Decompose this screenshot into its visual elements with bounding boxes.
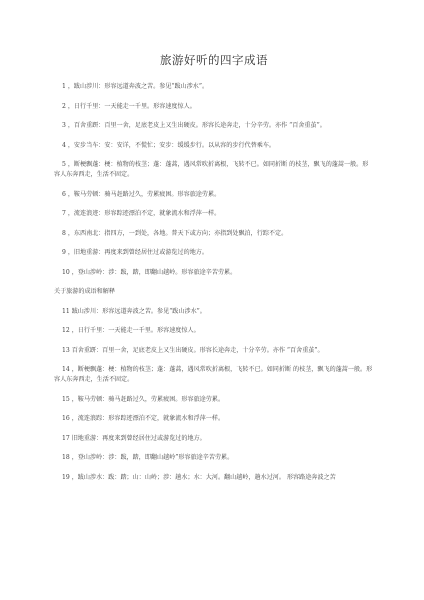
list-item: 16 ，流连浪踪：形容踪迹漂泊不定，就象流水和浮萍一样。 (62, 415, 225, 423)
list-item: 1 ，跋山涉川：形容远道奔波之苦。参见“跋山涉水”。 (62, 83, 209, 90)
page-title: 旅游好听的四字成语 (160, 53, 268, 67)
list-item: 9 ，旧地重游：再度来到曾经居住过或游览过的地方。 (62, 249, 208, 257)
list-item: 11 跋山涉川：形容远道奔波之苦。参见“跋山涉水”。 (62, 307, 206, 315)
list-item: 18 ，登山涉岭：涉：跋，踏，即翻山越岭”形容旅途辛苦劳累。 (62, 454, 234, 462)
list-item: 4 ，安步当车：安：安详，不慌忙；安步：缓缓步行。以从容的步行代替乘车。 (62, 141, 276, 149)
list-item: 14 ，断梗飘蓬：梗：植物的枝茎；蓬：蓬蒿，遇风常吹折离根，飞转不已。如同折断 的枝茎，飘飞的蓬蒿一般。形容人东奔西走，生活不固定。 (54, 366, 373, 384)
list-item: 17 旧地重游：再度来到曾经居住过或游览过的地方。 (62, 434, 206, 442)
list-item: 2 ，日行千里：一天能走一千里。形容速度惊人。 (62, 102, 196, 110)
list-item: 19 ，跋山涉水：跋：踏；山：山岭；涉：趟水；水：大河。翻山越岭，趟水过河。 形容路途奔波之苦 (62, 473, 336, 481)
list-item: 3 ，百舍重趼：百里一舍，足底老皮上又生出硬皮。形容长途奔走，十分辛劳。亦作 “百舍重茧”。 (62, 122, 326, 129)
list-item: 6 ，鞍马劳顿：骑马赶路过久，劳累疲困。形容旅途劳累。 (62, 190, 221, 198)
list-item: 8 ，东西南北：指四方，一到处，各地。普天下或方向；亦指到处飘泊，行踪不定。 (62, 229, 288, 237)
list-item: 15 ，鞍马劳顿：骑马赶路过久，劳累疲困。形容旅途劳累。 (62, 395, 225, 403)
list-item: 13 百舍重趼：百里一舍，足底老皮上又生出硬皮。形容长途奔走，十分辛劳。亦作 “百舍重茧”。 (62, 346, 324, 354)
list-item: 12 ，日行千里：一天能走一千里。形容速度惊人。 (62, 327, 200, 334)
list-item: 7 ，流连浪迹：形容踪迹漂泊不定，就象流水和浮萍一样。 (62, 210, 221, 218)
list-item: 10 ，登山涉岭：涉：跋，踏，即翻山越岭。形容旅途辛苦劳累。 (62, 268, 237, 276)
list-item: 5 ，断梗飘蓬：梗：植物的枝茎；蓬：蓬蒿，遇风常吹折离根，飞转不已。如同折断 的枝茎，飘飞的蓬蒿一般。形容人东奔西走，生活不固定。 (54, 161, 369, 179)
section-heading: 关于旅游的成语和解释 (54, 288, 115, 296)
